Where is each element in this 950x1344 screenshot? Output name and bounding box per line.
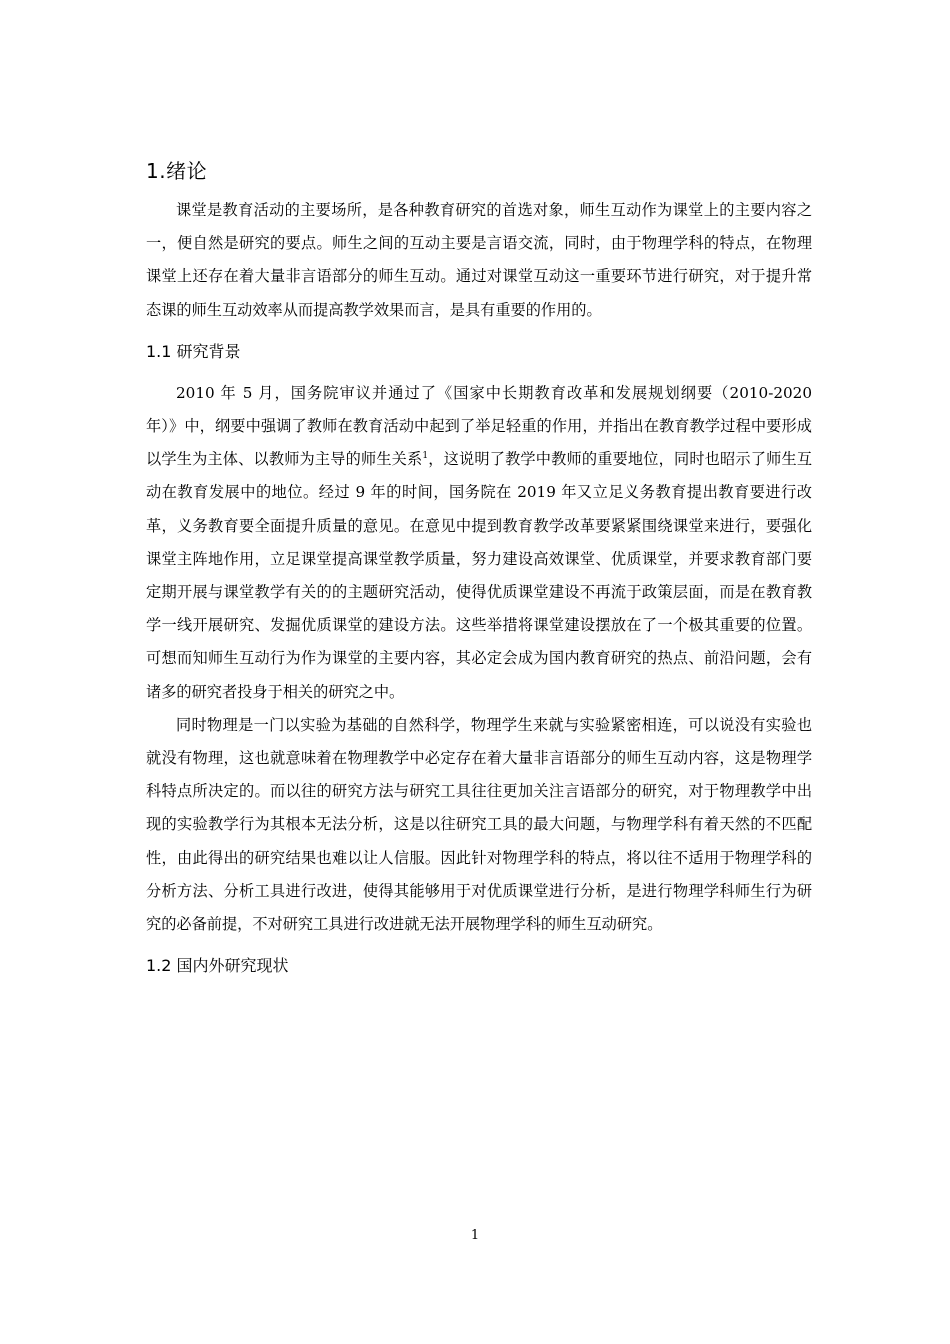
background-paragraph-2: 同时物理是一门以实验为基础的自然科学，物理学生来就与实验紧密相连，可以说没有实验也就没有物理，这也就意味着在物理教学中必定存在着大量非言语部分的师生互动内容，这是物理学科特点所决定的。而以往的研究方法与研究工具往往更加关注言语部分的研究，对于物理教学中出现的实验教学行为其根本无法分析，这是以往研究工具的最大问题，与物理学科有着天然的不匹配性，由此得出的研究结果也难以让人信服。因此针对物理学科的特点，将以往不适用于物理学科的分析方法、分析工具进行改进，使得其能够用于对优质课堂进行分析，是进行物理学科师生行为研究的必备前提，不对研究工具进行改进就无法开展物理学科的师生互动研究。 bbox=[146, 715, 812, 934]
section-heading-research-background: 1.1 研究背景 bbox=[146, 341, 241, 361]
chapter-heading: 1.绪论 bbox=[146, 159, 208, 183]
background-paragraph-1-text-b: ，这说明了教学中教师的重要地位，同时也昭示了师生互动在教育发展中的地位。经过 9 年的时间，国务院在 2019 年又立足义务教育提出教育要进行改革，义务教育要全面提升质量的意见。在意见中提到教育教学改革要紧紧围绕课堂来进行，要强化课堂主阵地作用，立足课堂提高课堂教学质量，努力建设高效课堂、优质课堂，并要求教育部门要定期开展与课堂教学有关的的主题研究活动，使得优质课堂建设不再流于政策层面，而是在教育教学一线开展研究、发掘优质课堂的建设方法。这些举措将课堂建设摆放在了一个极其重要的位置。可想而知师生互动行为作为课堂的主要内容，其必定会成为国内教育研究的热点、前沿问题，会有诸多的研究者投身于相关的研究之中。 bbox=[146, 450, 813, 701]
intro-paragraph: 课堂是教育活动的主要场所，是各种教育研究的首选对象，师生互动作为课堂上的主要内容之一，便自然是研究的要点。师生之间的互动主要是言语交流，同时，由于物理学科的特点，在物理课堂上还存在着大量非言语部分的师生互动。通过对课堂互动这一重要环节进行研究，对于提升常态课的师生互动效率从而提高教学效果而言，是具有重要的作用的。 bbox=[146, 201, 812, 319]
background-paragraph-1 bbox=[146, 377, 812, 709]
page-content bbox=[146, 153, 812, 991]
footnote-reference[interactable]: 1 bbox=[422, 451, 429, 462]
page-number: 1 bbox=[470, 1228, 480, 1243]
section-heading-research-status: 1.2 国内外研究现状 bbox=[146, 956, 289, 976]
background-paragraph-1-text-a: 2010 年 5 月，国务院审议并通过了《国家中长期教育改革和发展规划纲要（2010-2020 年）》中，纲要中强调了教师在教育活动中起到了举足轻重的作用，并指出在教育教学过程中要形成以学生为主体、以教师为主导的师生关系 bbox=[146, 383, 812, 469]
